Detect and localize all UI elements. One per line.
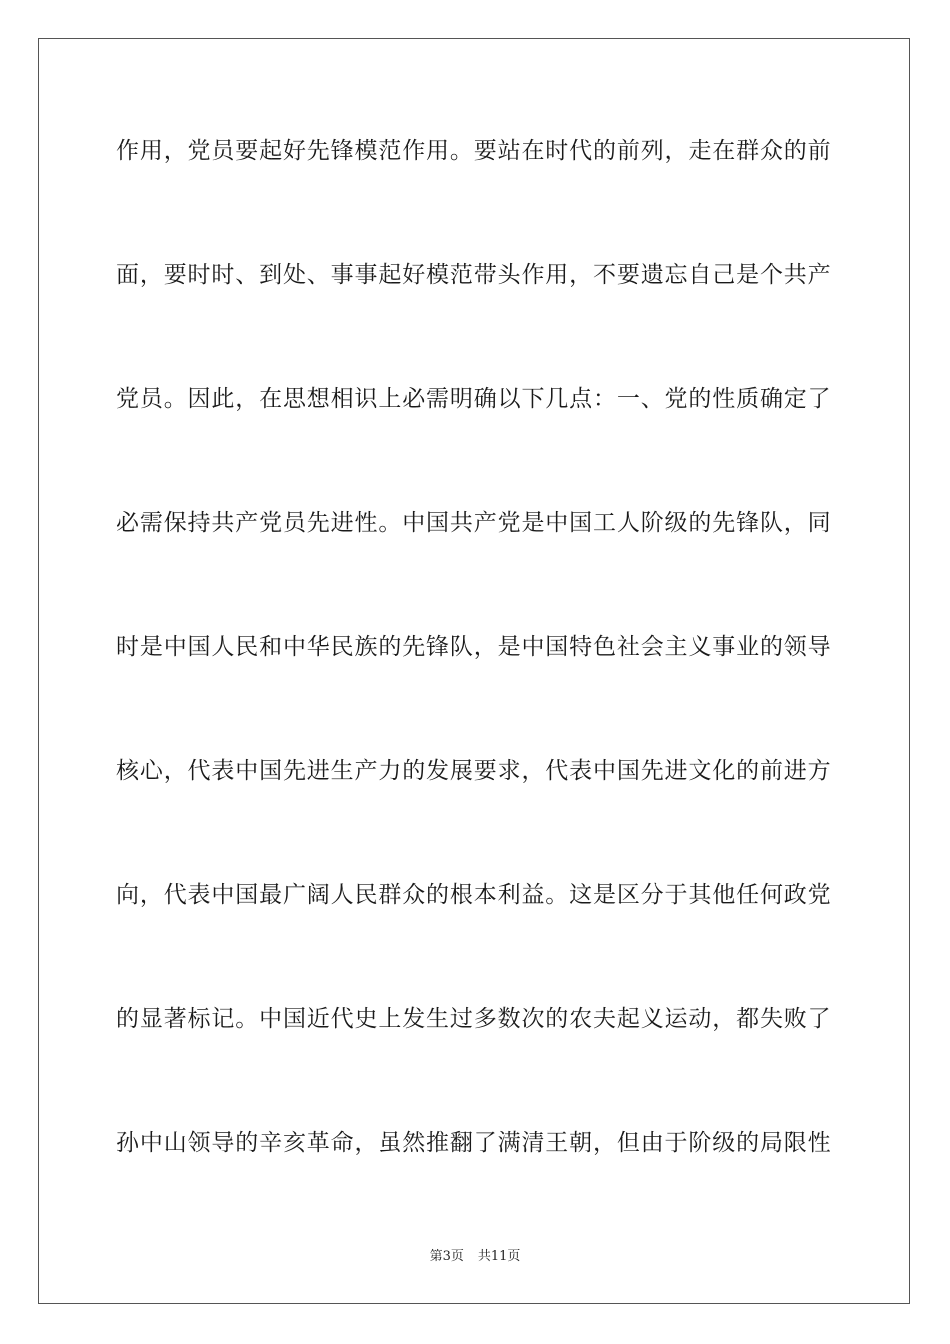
page-total: 共11页 xyxy=(477,1249,521,1264)
text-line-2: 面，要时时、到处、事事起好模范带头作用，不要遗忘自己是个共产 xyxy=(116,262,832,288)
text-line-7: 向，代表中国最广阔人民群众的根本利益。这是区分于其他任何政党 xyxy=(116,882,832,908)
page-footer xyxy=(0,1248,950,1266)
text-line-6: 核心，代表中国先进生产力的发展要求，代表中国先进文化的前进方 xyxy=(116,758,832,784)
page-border xyxy=(38,38,910,1304)
text-line-1: 作用，党员要起好先锋模范作用。要站在时代的前列，走在群众的前 xyxy=(116,138,832,164)
text-line-9: 孙中山领导的辛亥革命，虽然推翻了满清王朝，但由于阶级的局限性 xyxy=(116,1130,832,1156)
text-line-4: 必需保持共产党员先进性。中国共产党是中国工人阶级的先锋队，同 xyxy=(116,510,832,536)
text-line-8: 的显著标记。中国近代史上发生过多数次的农夫起义运动，都失败了 xyxy=(116,1006,832,1032)
page-number: 第3页 xyxy=(429,1249,464,1264)
text-line-5: 时是中国人民和中华民族的先锋队，是中国特色社会主义事业的领导 xyxy=(116,634,832,660)
text-line-3: 党员。因此，在思想相识上必需明确以下几点：一、党的性质确定了 xyxy=(116,386,832,412)
